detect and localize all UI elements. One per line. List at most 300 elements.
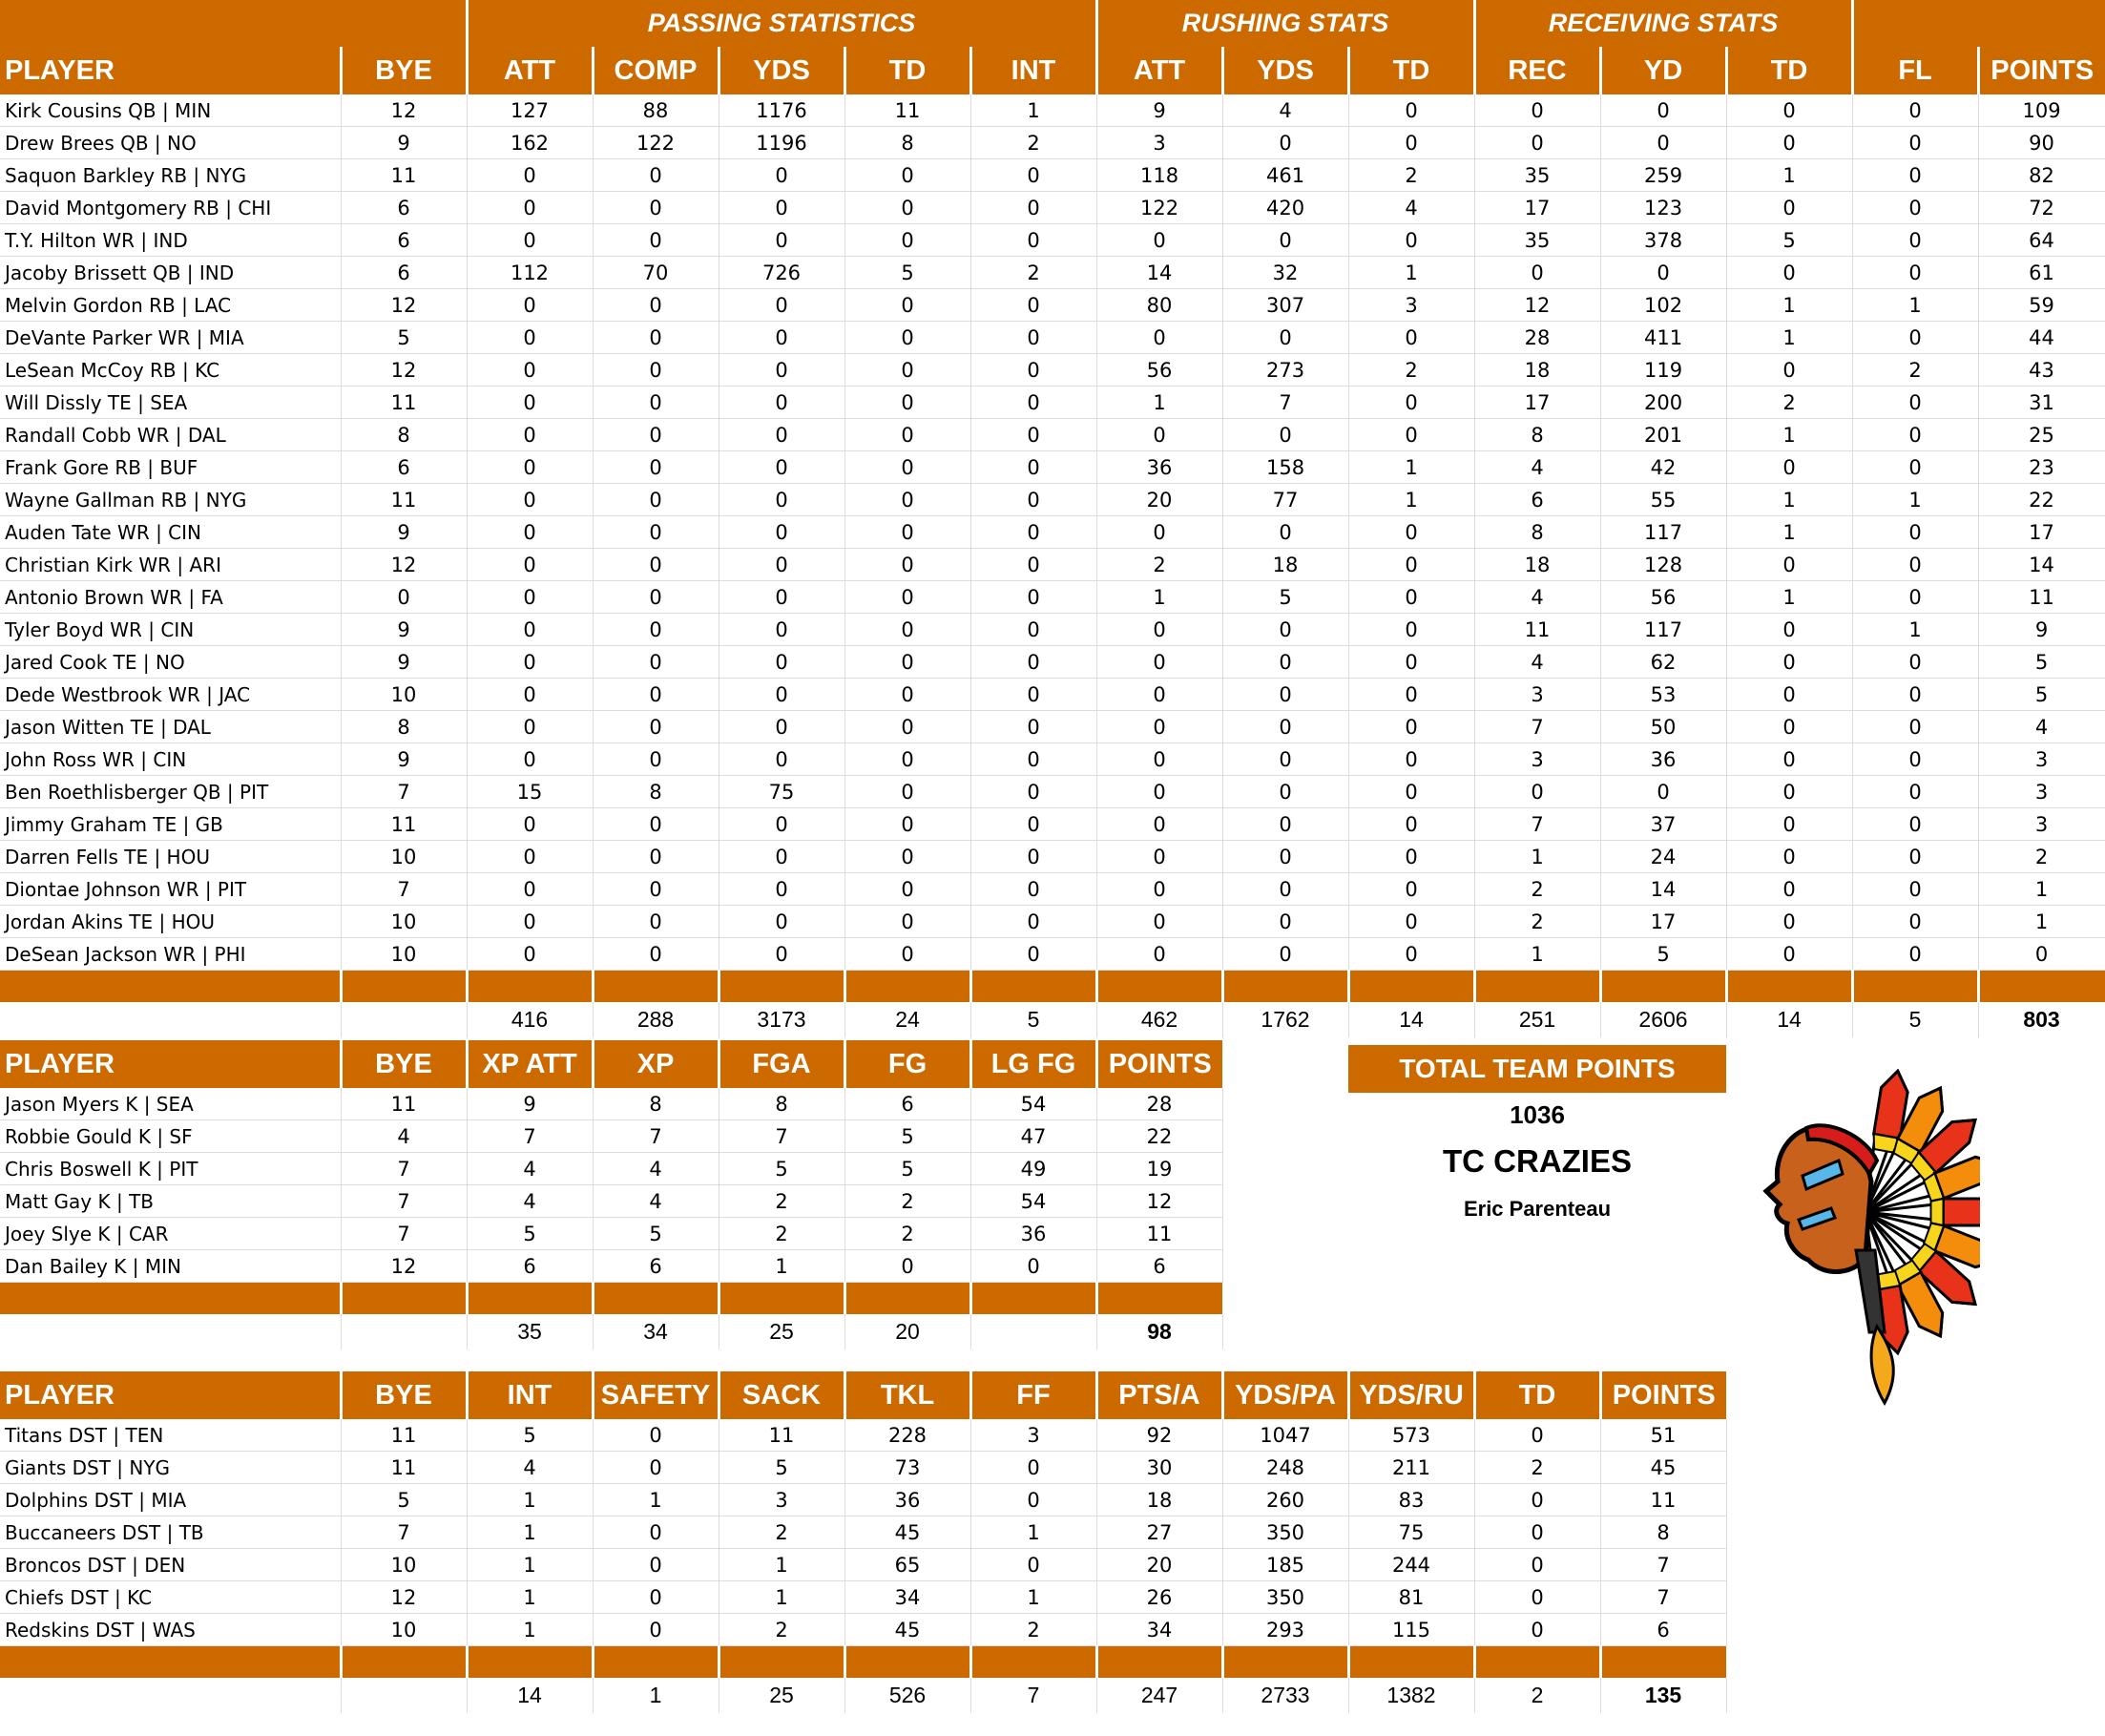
offense-stat-cell: 0	[970, 224, 1096, 257]
defense-stat-cell: 0	[593, 1452, 719, 1484]
defense-row	[0, 1516, 1726, 1549]
offense-stat-cell: 0	[593, 322, 719, 354]
offense-stat-cell: 56	[1600, 581, 1726, 614]
team-summary	[1348, 1045, 1726, 1222]
offense-stat-cell: 2	[1348, 354, 1474, 387]
offense-stat-cell: 0	[844, 484, 970, 516]
offense-stat-cell: 0	[1222, 841, 1348, 873]
kicker-stat-cell: 4	[593, 1153, 719, 1185]
offense-stat-cell: 0	[844, 549, 970, 581]
offense-stat-cell: 11	[844, 94, 970, 127]
offense-band-cell	[719, 971, 844, 1003]
offense-stat-cell: 726	[719, 257, 844, 289]
offense-stat-cell: 0	[970, 614, 1096, 646]
kicker-stat-cell: 6	[1096, 1250, 1222, 1283]
d-col-bye: BYE	[341, 1371, 467, 1419]
offense-row	[0, 873, 2105, 906]
defense-stat-cell: 11	[1600, 1484, 1726, 1516]
offense-stat-cell: 0	[467, 581, 593, 614]
offense-row	[0, 484, 2105, 516]
offense-stat-cell: 2	[970, 257, 1096, 289]
offense-stat-cell: 0	[593, 159, 719, 192]
offense-stat-cell: 9	[341, 743, 467, 776]
offense-stat-cell: 0	[1852, 906, 1978, 938]
offense-stat-cell: 0	[1348, 938, 1474, 971]
defense-band-cell	[467, 1646, 593, 1679]
defense-total-points: 135	[1600, 1678, 1726, 1713]
offense-stat-cell: 0	[719, 192, 844, 224]
offense-stat-cell: 0	[467, 808, 593, 841]
offense-stat-cell: 20	[1096, 484, 1222, 516]
offense-stat-cell: 77	[1222, 484, 1348, 516]
defense-row	[0, 1484, 1726, 1516]
defense-stat-cell: 1	[467, 1581, 593, 1614]
offense-stat-cell: 1	[1726, 516, 1852, 549]
offense-stat-cell: 0	[844, 711, 970, 743]
offense-stat-cell: 0	[467, 711, 593, 743]
defense-stat-cell: 293	[1222, 1614, 1348, 1646]
offense-stat-cell: 0	[844, 451, 970, 484]
defense-total-cell: 25	[719, 1678, 844, 1713]
offense-stat-cell: 0	[970, 679, 1096, 711]
defense-stat-cell: 34	[844, 1581, 970, 1614]
defense-table	[0, 1371, 1727, 1713]
offense-stat-cell: 0	[719, 906, 844, 938]
offense-band-cell	[970, 971, 1096, 1003]
defense-stat-cell: 1	[593, 1484, 719, 1516]
kicker-row	[0, 1153, 1222, 1185]
offense-stat-cell: 10	[341, 841, 467, 873]
offense-player-name: Diontae Johnson WR | PIT	[0, 873, 341, 906]
d-col-pts-a: PTS/A	[1096, 1371, 1222, 1419]
offense-stat-cell: 35	[1474, 159, 1600, 192]
defense-stat-cell: 0	[1474, 1549, 1600, 1581]
offense-stat-cell: 11	[341, 159, 467, 192]
offense-row	[0, 419, 2105, 451]
offense-stat-cell: 0	[1852, 679, 1978, 711]
offense-player-name: Jason Witten TE | DAL	[0, 711, 341, 743]
offense-stat-cell: 0	[467, 289, 593, 322]
offense-stat-cell: 0	[1096, 711, 1222, 743]
offense-band-cell	[1096, 971, 1222, 1003]
offense-stat-cell: 11	[1474, 614, 1600, 646]
offense-stat-cell: 0	[719, 484, 844, 516]
kicker-stat-cell: 54	[970, 1088, 1096, 1120]
offense-stat-cell: 36	[1600, 743, 1726, 776]
defense-stat-cell: 51	[1600, 1419, 1726, 1452]
offense-stat-cell: 2	[1474, 906, 1600, 938]
feather-band	[1931, 1199, 1944, 1225]
offense-stat-cell: 378	[1600, 224, 1726, 257]
offense-stat-cell: 0	[1726, 94, 1852, 127]
offense-stat-cell: 25	[1978, 419, 2105, 451]
offense-stat-cell: 0	[1474, 257, 1600, 289]
offense-stat-cell: 0	[970, 387, 1096, 419]
kicker-player-name: Joey Slye K | CAR	[0, 1218, 341, 1250]
offense-stat-cell: 0	[1852, 451, 1978, 484]
offense-stat-cell: 0	[593, 646, 719, 679]
offense-stat-cell: 18	[1474, 354, 1600, 387]
kicker-stat-cell: 4	[593, 1185, 719, 1218]
defense-total-cell: 247	[1096, 1678, 1222, 1713]
defense-stat-cell: 2	[719, 1516, 844, 1549]
kicker-total-points: 98	[1096, 1314, 1222, 1349]
defense-stat-cell: 1	[467, 1614, 593, 1646]
offense-stat-cell: 0	[719, 322, 844, 354]
offense-band-cell	[1348, 971, 1474, 1003]
offense-stat-cell: 0	[719, 646, 844, 679]
kicker-stat-cell: 0	[970, 1250, 1096, 1283]
offense-stat-cell: 0	[844, 776, 970, 808]
offense-player-name: David Montgomery RB | CHI	[0, 192, 341, 224]
offense-stat-cell: 12	[341, 354, 467, 387]
defense-stat-cell: 115	[1348, 1614, 1474, 1646]
offense-row	[0, 906, 2105, 938]
group-blank-end	[1852, 0, 2105, 47]
offense-stat-cell: 0	[719, 159, 844, 192]
offense-stat-cell: 0	[970, 484, 1096, 516]
offense-stat-cell: 0	[970, 808, 1096, 841]
offense-stat-cell: 0	[1852, 646, 1978, 679]
defense-stat-cell: 0	[970, 1484, 1096, 1516]
offense-stat-cell: 0	[593, 387, 719, 419]
offense-stat-cell: 0	[593, 581, 719, 614]
offense-band-cell	[1978, 971, 2105, 1003]
kicker-band-cell	[341, 1283, 467, 1315]
offense-stat-cell: 0	[1726, 257, 1852, 289]
offense-stat-cell: 0	[1348, 549, 1474, 581]
kicker-stat-cell: 5	[593, 1218, 719, 1250]
kicker-stat-cell: 6	[844, 1088, 970, 1120]
kicker-stat-cell: 4	[467, 1185, 593, 1218]
offense-stat-cell: 0	[1852, 808, 1978, 841]
defense-stat-cell: 27	[1096, 1516, 1222, 1549]
offense-stat-cell: 4	[1474, 581, 1600, 614]
offense-stat-cell: 0	[467, 679, 593, 711]
offense-stat-cell: 0	[1600, 257, 1726, 289]
offense-stat-cell: 0	[1222, 711, 1348, 743]
offense-stat-cell: 2	[1852, 354, 1978, 387]
offense-stat-cell: 8	[1474, 419, 1600, 451]
offense-stat-cell: 1	[1726, 581, 1852, 614]
defense-band-cell	[1222, 1646, 1348, 1679]
defense-stat-cell: 1	[719, 1581, 844, 1614]
offense-player-name: Jimmy Graham TE | GB	[0, 808, 341, 841]
kicker-stat-cell: 49	[970, 1153, 1096, 1185]
offense-stat-cell: 1	[1978, 906, 2105, 938]
k-col-fg: FG	[844, 1040, 970, 1088]
offense-stat-cell: 0	[844, 679, 970, 711]
offense-band-cell	[1600, 971, 1726, 1003]
defense-stat-cell: 75	[1348, 1516, 1474, 1549]
offense-stat-cell: 200	[1600, 387, 1726, 419]
offense-row	[0, 451, 2105, 484]
offense-stat-cell: 14	[1600, 873, 1726, 906]
kicker-row	[0, 1120, 1222, 1153]
offense-stat-cell: 0	[1852, 938, 1978, 971]
offense-stat-cell: 50	[1600, 711, 1726, 743]
offense-stat-cell: 0	[719, 873, 844, 906]
offense-stat-cell: 0	[844, 743, 970, 776]
offense-stat-cell: 0	[593, 679, 719, 711]
offense-stat-cell: 0	[593, 192, 719, 224]
defense-band-cell	[1096, 1646, 1222, 1679]
defense-stat-cell: 1	[467, 1516, 593, 1549]
defense-band-cell	[0, 1646, 341, 1679]
offense-stat-cell: 0	[467, 614, 593, 646]
col-pass-td: TD	[844, 47, 970, 94]
offense-stat-cell: 0	[1852, 549, 1978, 581]
offense-band-cell	[1474, 971, 1600, 1003]
offense-player-name: Tyler Boyd WR | CIN	[0, 614, 341, 646]
col-rush-td: TD	[1348, 47, 1474, 94]
offense-stat-cell: 18	[1474, 549, 1600, 581]
offense-stat-cell: 0	[1726, 127, 1852, 159]
offense-stat-cell: 35	[1474, 224, 1600, 257]
kicker-stat-cell: 28	[1096, 1088, 1222, 1120]
offense-stat-cell: 0	[1096, 743, 1222, 776]
offense-player-name: DeSean Jackson WR | PHI	[0, 938, 341, 971]
defense-player-name: Redskins DST | WAS	[0, 1614, 341, 1646]
offense-band-cell	[844, 971, 970, 1003]
offense-band-cell	[467, 971, 593, 1003]
offense-stat-cell: 6	[341, 257, 467, 289]
offense-stat-cell: 37	[1600, 808, 1726, 841]
offense-band-cell	[1222, 971, 1348, 1003]
defense-stat-cell: 5	[719, 1452, 844, 1484]
offense-stat-cell: 411	[1600, 322, 1726, 354]
defense-stat-cell: 3	[719, 1484, 844, 1516]
offense-stat-cell: 0	[970, 841, 1096, 873]
offense-stat-cell: 0	[970, 938, 1096, 971]
offense-row	[0, 549, 2105, 581]
offense-row	[0, 289, 2105, 322]
offense-stat-cell: 158	[1222, 451, 1348, 484]
offense-total-cell: 3173	[719, 1002, 844, 1037]
d-col-int: INT	[467, 1371, 593, 1419]
offense-row	[0, 192, 2105, 224]
offense-stat-cell: 0	[1852, 322, 1978, 354]
defense-player-name: Broncos DST | DEN	[0, 1549, 341, 1581]
offense-stat-cell: 12	[341, 94, 467, 127]
offense-stat-cell: 82	[1978, 159, 2105, 192]
k-col-fga: FGA	[719, 1040, 844, 1088]
offense-stat-cell: 0	[970, 776, 1096, 808]
col-fl: FL	[1852, 47, 1978, 94]
offense-stat-cell: 0	[844, 159, 970, 192]
offense-stat-cell: 0	[1348, 322, 1474, 354]
offense-stat-cell: 2	[1474, 873, 1600, 906]
defense-divider-band	[0, 1646, 1726, 1679]
offense-stat-cell: 0	[1222, 808, 1348, 841]
offense-stat-cell: 0	[1222, 516, 1348, 549]
offense-stat-cell: 0	[467, 906, 593, 938]
offense-stat-cell: 0	[1348, 679, 1474, 711]
offense-stat-cell: 3	[1978, 776, 2105, 808]
offense-stat-cell: 11	[341, 387, 467, 419]
offense-stat-cell: 0	[970, 516, 1096, 549]
offense-stat-cell: 0	[1222, 614, 1348, 646]
offense-stat-cell: 1	[1726, 484, 1852, 516]
defense-stat-cell: 0	[1474, 1581, 1600, 1614]
offense-stat-cell: 0	[593, 484, 719, 516]
offense-stat-cell: 0	[593, 906, 719, 938]
offense-stat-cell: 0	[1348, 906, 1474, 938]
offense-stat-cell: 0	[1474, 94, 1600, 127]
offense-stat-cell: 62	[1600, 646, 1726, 679]
offense-stat-cell: 0	[1096, 614, 1222, 646]
offense-stat-cell: 0	[844, 581, 970, 614]
defense-totals-row	[0, 1678, 1726, 1713]
kicker-stat-cell: 0	[844, 1250, 970, 1283]
offense-stat-cell: 0	[1474, 127, 1600, 159]
offense-row	[0, 354, 2105, 387]
defense-total-cell: 2733	[1222, 1678, 1348, 1713]
kicker-band-cell	[970, 1283, 1096, 1315]
k-col-points: POINTS	[1096, 1040, 1222, 1088]
kicker-stat-cell: 12	[1096, 1185, 1222, 1218]
offense-stat-cell: 117	[1600, 516, 1726, 549]
offense-stat-cell: 201	[1600, 419, 1726, 451]
defense-stat-cell: 81	[1348, 1581, 1474, 1614]
offense-stat-cell: 14	[1978, 549, 2105, 581]
kicker-stat-cell: 12	[341, 1250, 467, 1283]
offense-stat-cell: 0	[719, 516, 844, 549]
offense-stat-cell: 7	[341, 776, 467, 808]
col-rec-yd: YD	[1600, 47, 1726, 94]
offense-stat-cell: 0	[1726, 549, 1852, 581]
k-col-player: PLAYER	[0, 1040, 341, 1088]
defense-stat-cell: 20	[1096, 1549, 1222, 1581]
offense-stat-cell: 12	[1474, 289, 1600, 322]
offense-stat-cell: 59	[1978, 289, 2105, 322]
offense-player-name: Christian Kirk WR | ARI	[0, 549, 341, 581]
offense-row	[0, 159, 2105, 192]
offense-stat-cell: 0	[1222, 127, 1348, 159]
defense-stat-cell: 0	[970, 1549, 1096, 1581]
defense-stat-cell: 260	[1222, 1484, 1348, 1516]
offense-stat-cell: 0	[970, 354, 1096, 387]
offense-stat-cell: 0	[1726, 873, 1852, 906]
defense-stat-cell: 26	[1096, 1581, 1222, 1614]
offense-stat-cell: 88	[593, 94, 719, 127]
offense-divider-band	[0, 971, 2105, 1003]
offense-row	[0, 322, 2105, 354]
offense-stat-cell: 0	[1096, 516, 1222, 549]
offense-stat-cell: 0	[844, 322, 970, 354]
group-passing: PASSING STATISTICS	[467, 0, 1096, 47]
offense-stat-cell: 4	[1978, 711, 2105, 743]
offense-total-cell: 288	[593, 1002, 719, 1037]
offense-stat-cell: 0	[844, 419, 970, 451]
offense-player-name: Jordan Akins TE | HOU	[0, 906, 341, 938]
k-col-lg-fg: LG FG	[970, 1040, 1096, 1088]
offense-stat-cell: 0	[467, 159, 593, 192]
defense-band-cell	[719, 1646, 844, 1679]
d-col-points: POINTS	[1600, 1371, 1726, 1419]
offense-stat-cell: 80	[1096, 289, 1222, 322]
offense-stat-cell: 0	[1096, 906, 1222, 938]
offense-stat-cell: 0	[1096, 776, 1222, 808]
offense-stat-cell: 0	[1852, 841, 1978, 873]
offense-row	[0, 776, 2105, 808]
offense-player-name: Ben Roethlisberger QB | PIT	[0, 776, 341, 808]
offense-stat-cell: 0	[467, 451, 593, 484]
offense-stat-cell: 0	[1348, 581, 1474, 614]
offense-stat-cell: 43	[1978, 354, 2105, 387]
defense-band-cell	[844, 1646, 970, 1679]
kicker-stat-cell: 19	[1096, 1153, 1222, 1185]
offense-stat-cell: 0	[844, 289, 970, 322]
offense-stat-cell: 102	[1600, 289, 1726, 322]
offense-stat-cell: 53	[1600, 679, 1726, 711]
feather-tip	[1944, 1199, 1981, 1225]
offense-total-cell	[0, 1002, 341, 1037]
offense-stat-cell: 0	[593, 711, 719, 743]
offense-stat-cell: 0	[719, 289, 844, 322]
offense-total-cell: 24	[844, 1002, 970, 1037]
defense-stat-cell: 11	[341, 1419, 467, 1452]
defense-player-name: Chiefs DST | KC	[0, 1581, 341, 1614]
offense-stat-cell: 0	[1348, 808, 1474, 841]
kicker-stat-cell: 4	[341, 1120, 467, 1153]
offense-stat-cell: 4	[1474, 451, 1600, 484]
kicker-stat-cell: 7	[593, 1120, 719, 1153]
offense-stat-cell: 0	[1726, 841, 1852, 873]
offense-stat-cell: 0	[467, 841, 593, 873]
offense-stat-cell: 0	[467, 549, 593, 581]
kicker-header-row	[0, 1040, 1222, 1088]
defense-stat-cell: 573	[1348, 1419, 1474, 1452]
offense-stat-cell: 1	[1852, 614, 1978, 646]
offense-stat-cell: 259	[1600, 159, 1726, 192]
offense-stat-cell: 8	[341, 419, 467, 451]
offense-stat-cell: 0	[593, 354, 719, 387]
offense-stat-cell: 0	[1222, 906, 1348, 938]
offense-player-name: Jared Cook TE | NO	[0, 646, 341, 679]
offense-stat-cell: 0	[1096, 938, 1222, 971]
offense-player-name: Auden Tate WR | CIN	[0, 516, 341, 549]
offense-stat-cell: 112	[467, 257, 593, 289]
offense-band-cell	[593, 971, 719, 1003]
offense-stat-cell: 0	[1852, 127, 1978, 159]
offense-row	[0, 646, 2105, 679]
offense-stat-cell: 1	[1726, 419, 1852, 451]
offense-stat-cell: 0	[1852, 776, 1978, 808]
defense-stat-cell: 1	[970, 1581, 1096, 1614]
offense-player-name: Jacoby Brissett QB | IND	[0, 257, 341, 289]
offense-stat-cell: 6	[1474, 484, 1600, 516]
offense-stat-cell: 17	[1474, 192, 1600, 224]
defense-total-cell: 14	[467, 1678, 593, 1713]
defense-total-cell	[0, 1678, 341, 1713]
defense-total-cell: 2	[1474, 1678, 1600, 1713]
offense-stat-cell: 3	[1096, 127, 1222, 159]
offense-stat-cell: 64	[1978, 224, 2105, 257]
offense-stat-cell: 8	[1474, 516, 1600, 549]
offense-player-name: Melvin Gordon RB | LAC	[0, 289, 341, 322]
defense-total-cell: 7	[970, 1678, 1096, 1713]
offense-stat-cell: 0	[1726, 808, 1852, 841]
offense-stat-cell: 0	[1852, 192, 1978, 224]
offense-stat-cell: 0	[1348, 224, 1474, 257]
defense-stat-cell: 1	[467, 1484, 593, 1516]
defense-stat-cell: 10	[341, 1614, 467, 1646]
offense-stat-cell: 0	[719, 451, 844, 484]
offense-stat-cell: 0	[970, 192, 1096, 224]
defense-row	[0, 1549, 1726, 1581]
defense-player-name: Giants DST | NYG	[0, 1452, 341, 1484]
